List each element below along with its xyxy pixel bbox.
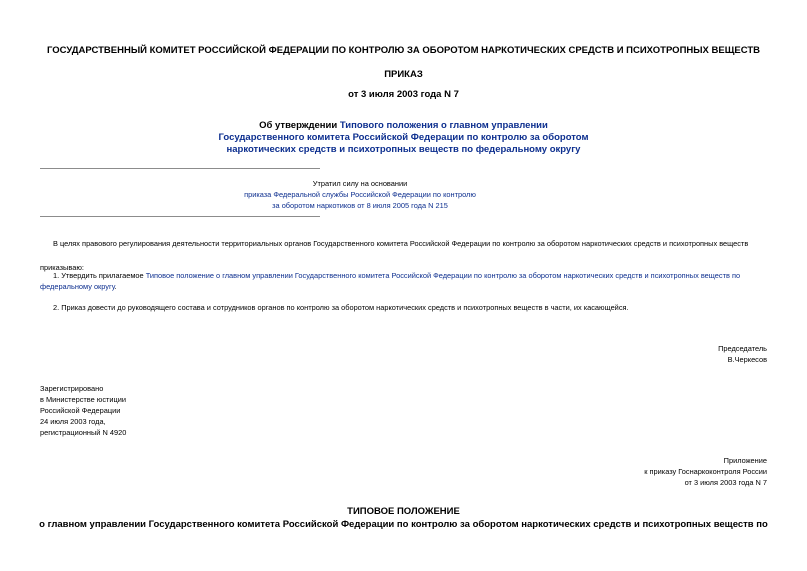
registration-line: регистрационный N 4920	[40, 428, 127, 437]
appendix-line: от 3 июля 2003 года N 7	[684, 478, 767, 487]
title-link-part-1[interactable]: Типового положения о главном управлении	[339, 120, 548, 131]
appendix-block	[520, 455, 767, 488]
regulation-heading: ТИПОВОЕ ПОЛОЖЕНИЕ	[347, 506, 460, 517]
repeal-note-line: Утратил силу на основании	[312, 179, 408, 188]
item-2-text: 2. Приказ довести до руководящего состава и сотрудников органов по контролю за оборотом наркотических средств и психотропных веществ в части, их касающейся.	[53, 303, 629, 312]
divider-bottom	[40, 216, 320, 217]
registration-line: в Министерстве юстиции	[40, 395, 127, 404]
intro-text: В целях правового регулирования деятельности территориальных органов Государственного комитета Российской Федерации по контролю за оборотом наркотических средств и психотропных веществ	[53, 239, 749, 248]
item-1	[40, 270, 767, 292]
repeal-link-line-2[interactable]: за оборотом наркотиков от 8 июля 2005 года N 215	[272, 201, 448, 210]
item-1-prefix: 1. Утвердить прилагаемое	[53, 271, 146, 280]
item-2	[40, 302, 767, 313]
committee-heading: ГОСУДАРСТВЕННЫЙ КОМИТЕТ РОССИЙСКОЙ ФЕДЕРАЦИИ ПО КОНТРОЛЮ ЗА ОБОРОТОМ НАРКОТИЧЕСКИХ СРЕДСТВ И ПСИХОТРОПНЫХ ВЕЩЕСТВ	[46, 45, 761, 56]
repeal-note	[240, 178, 480, 211]
divider-top	[40, 168, 320, 169]
registration-line: 24 июля 2003 года,	[40, 417, 106, 426]
signature-block	[560, 343, 767, 365]
item-1-line-2	[40, 281, 767, 292]
repeal-link-line-1[interactable]: приказа Федеральной службы Российской Федерации по контролю	[244, 190, 476, 199]
registration-line: Зарегистрировано	[40, 384, 104, 393]
title-prefix: Об утверждении	[259, 120, 340, 131]
item-1-link[interactable]: Типовое положение о главном управлении Государственного комитета Российской Федерации по контролю за оборотом наркотических средств и психотропных веществ по	[145, 271, 741, 280]
registration-block	[40, 383, 240, 438]
title-link-part-3[interactable]: наркотических средств и психотропных веществ по федеральному округу	[226, 144, 581, 155]
order-word: приказываю:	[40, 263, 84, 272]
intro-paragraph	[40, 238, 767, 249]
title-link-part-2[interactable]: Государственного комитета Российской Федерации по контролю за оборотом	[218, 132, 589, 143]
doc-date-number: от 3 июля 2003 года N 7	[348, 89, 459, 100]
doc-title	[0, 120, 807, 156]
doc-type: ПРИКАЗ	[384, 69, 423, 80]
regulation-subheading: о главном управлении Государственного комитета Российской Федерации по контролю за оборотом наркотических средств и психотропных веществ по	[39, 519, 768, 530]
item-1-link-tail[interactable]: федеральному округу	[40, 282, 115, 291]
item-1-suffix: .	[114, 282, 117, 291]
signature-name: В.Черкесов	[727, 355, 767, 364]
item-1-line-1	[40, 270, 767, 281]
appendix-line: к приказу Госнаркоконтроля России	[644, 467, 767, 476]
registration-line: Российской Федерации	[40, 406, 121, 415]
signature-role: Председатель	[718, 344, 767, 353]
appendix-line: Приложение	[723, 456, 767, 465]
title-line-1	[0, 120, 807, 132]
